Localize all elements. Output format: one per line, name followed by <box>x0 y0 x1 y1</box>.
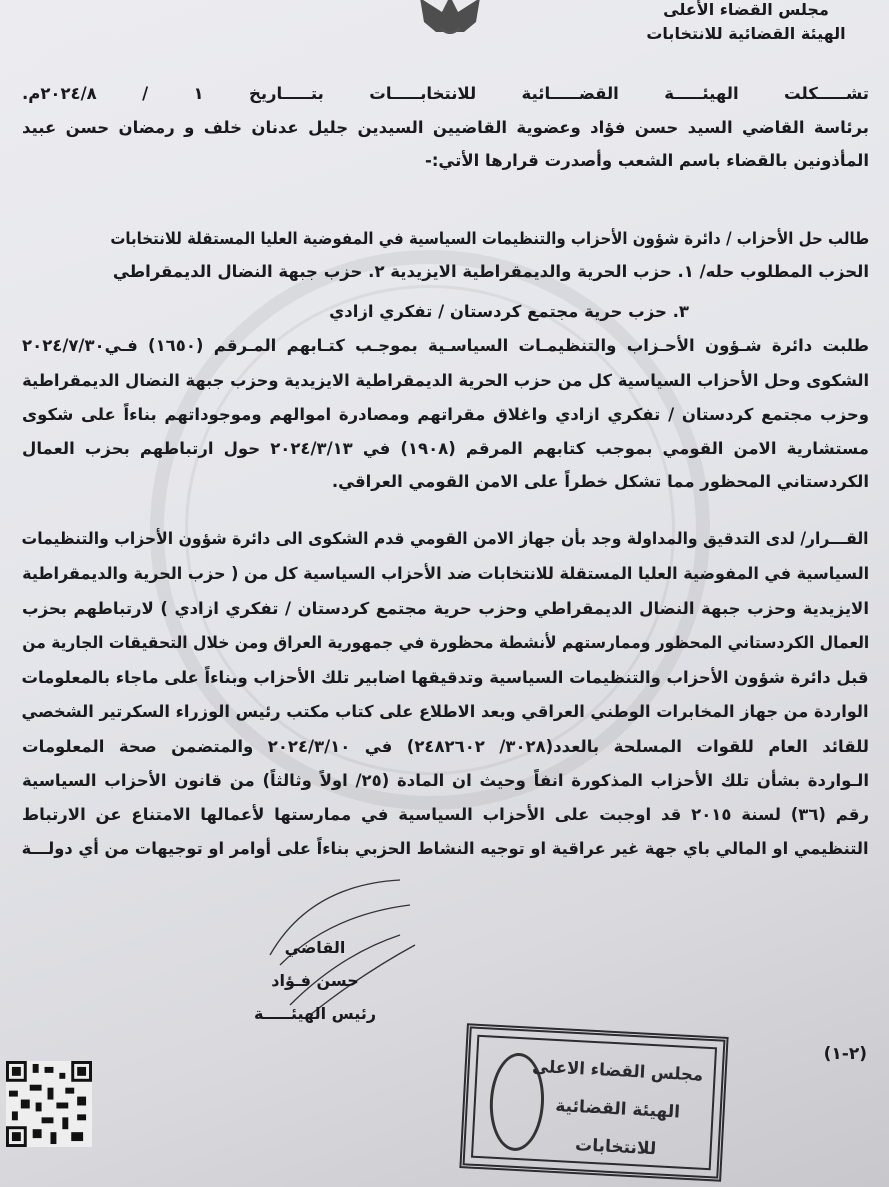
decision-line <box>22 770 869 792</box>
decision-line-text: الواردة من جهاز المخابرات الوطني العراقي وبعد الاطلاع على كتاب مكتب رئيس الوزراء السكرتير الشخصي <box>21 702 869 721</box>
decision-line-text: قبل دائرة شؤون الأحزاب والتنظيمات السياسية وتدقيقها اضابير تلك الأحزاب وبناءاً على ماجاء بالمعلومات <box>21 668 869 687</box>
stamp-line <box>529 1132 702 1163</box>
decision-line-text: السياسية في المفوضية العليا المستقلة للانتخابات ضد الأحزاب السياسية كل من ( حزب الحرية والديمقراطية <box>22 564 869 583</box>
parties-line-text: الحزب المطلوب حله/ ١. حزب الحرية والديمقراطية الايزيدية ٢. حزب جبهة النضال الديمقراطي <box>112 262 869 281</box>
request-line-text: وحزب مجتمع كردستان / تفكري ازادي واغلاق مقراتهم ومصادرة اموالهم وموجوداتهم بناءاً على شكوى <box>22 405 869 424</box>
parties-line <box>110 228 869 250</box>
intro-line-text: تشـــــكلت الهيئـــــة القضـــــائية للانتخابـــــات بتـــــاريخ ١ / ٢٠٢٤/٨م. <box>21 84 869 103</box>
request-line <box>22 335 869 357</box>
parties-line <box>22 261 869 283</box>
intro-line <box>22 117 869 139</box>
decision-line-text: الايزيدية وحزب جبهة النضال الديمقراطي وحزب حرية مجتمع كردستان / تفكري ازادي ) لارتباطهم بحزب <box>22 599 869 618</box>
stamp-line <box>531 1094 704 1125</box>
stamp-line <box>533 1056 706 1087</box>
intro-line <box>22 83 869 105</box>
decision-line-text: العمال الكردستاني المحظور وممارستهم لأنشطة محظورة في جمهورية العراق ومن خلال التحقيقات الجارية من <box>22 633 869 652</box>
signer-title: القاضي <box>284 938 346 957</box>
parties-line-text: طالب حل الأحزاب / دائرة شؤون الأحزاب والتنظيمات السياسية في المفوضية العليا المستقلة للانتخابات <box>110 229 869 248</box>
decision-line-text: للقائد العام للقوات المسلحة بالعدد(٣٠٢٨/ ٢٤٨٢٦٠٢) في ٢٠٢٤/٣/١٠ والمتضمن صحة المعلومات <box>22 737 869 756</box>
intro-line-text: برئاسة القاضي السيد حسن فؤاد وعضوية القاضيين السيدين جليل عدنان خلف و رمضان حسن عبيد <box>21 118 869 137</box>
decision-line <box>22 736 869 758</box>
stamp-line-text: الهيئة القضائية <box>554 1095 681 1123</box>
decision-line <box>22 528 869 550</box>
stamp-line-text: مجلس القضاء الاعلى <box>531 1056 704 1086</box>
intro-line <box>22 150 869 172</box>
official-stamp <box>459 1023 728 1182</box>
request-line-text: الشكوى وحل الأحزاب السياسية كل من حزب الحرية الديمقراطية الايزيدية وحزب جبهة النضال الديمقراطية <box>21 371 869 390</box>
decision-line-text: الـواردة بشأن تلك الأحزاب المذكورة انفاً وحيث ان المادة (٢٥/ اولاً وثالثاً) من قانون الأحزاب السياسية <box>21 771 869 790</box>
decision-line-text: القـــرار/ لدى التدقيق والمداولة وجد بأن جهاز الامن القومي قدم الشكوى الى دائرة شؤون الأحزاب والتنظيمات <box>21 529 869 548</box>
stamp-line-text: للانتخابات <box>574 1135 657 1160</box>
signer-name: حسن فـؤاد <box>271 971 359 990</box>
header-body: الهيئة القضائية للانتخابات <box>646 24 846 43</box>
decision-line <box>22 632 869 654</box>
parties-line <box>22 301 689 323</box>
decision-line-text: التنظيمي او المالي باي جهة غير عراقية او توجيه النشاط الحزبي بناءاً على أوامر او توجيهات من أي دولـــة <box>22 839 869 858</box>
eagle-emblem-icon <box>410 0 490 38</box>
decision-line <box>22 701 869 723</box>
page-number: (٢-١) <box>823 1044 867 1064</box>
header-org: مجلس القضاء الأعلى <box>663 0 829 19</box>
request-line-text: مستشارية الامن القومي بموجب كتابهم المرقم (١٩٠٨) في ٢٠٢٤/٣/١٣ حول ارتباطهم بحزب العمال <box>22 439 869 458</box>
decision-line <box>22 667 869 689</box>
decision-line-text: رقم (٣٦) لسنة ٢٠١٥ قد اوجبت على الأحزاب السياسية في ممارستها لأعمالها الامتناع عن الارتباط <box>22 805 869 824</box>
request-line <box>22 471 869 493</box>
request-line-text: طلبت دائرة شـؤون الأحـزاب والتنظيمـات السياسـية بموجـب كتـابهم المـرقم (١٦٥٠) فـي٢٠٢٤/٧/٣٠ <box>22 336 869 355</box>
request-line <box>22 370 869 392</box>
decision-line <box>22 838 869 860</box>
intro-line-text: المأذونين بالقضاء باسم الشعب وأصدرت قرارها الأتي:- <box>424 151 869 170</box>
decision-line <box>22 563 869 585</box>
decision-line <box>22 804 869 826</box>
request-line-text: الكردستاني المحظور مما تشكل خطراً على الامن القومي العراقي. <box>331 472 869 491</box>
decision-line <box>22 598 869 620</box>
qr-code-icon <box>6 1060 92 1148</box>
signer-role: رئيس الهيئـــــة <box>253 1004 377 1023</box>
request-line <box>22 404 869 426</box>
request-line <box>22 438 869 460</box>
parties-line-text: ٣. حزب حرية مجتمع كردستان / تفكري ازادي <box>329 302 689 321</box>
